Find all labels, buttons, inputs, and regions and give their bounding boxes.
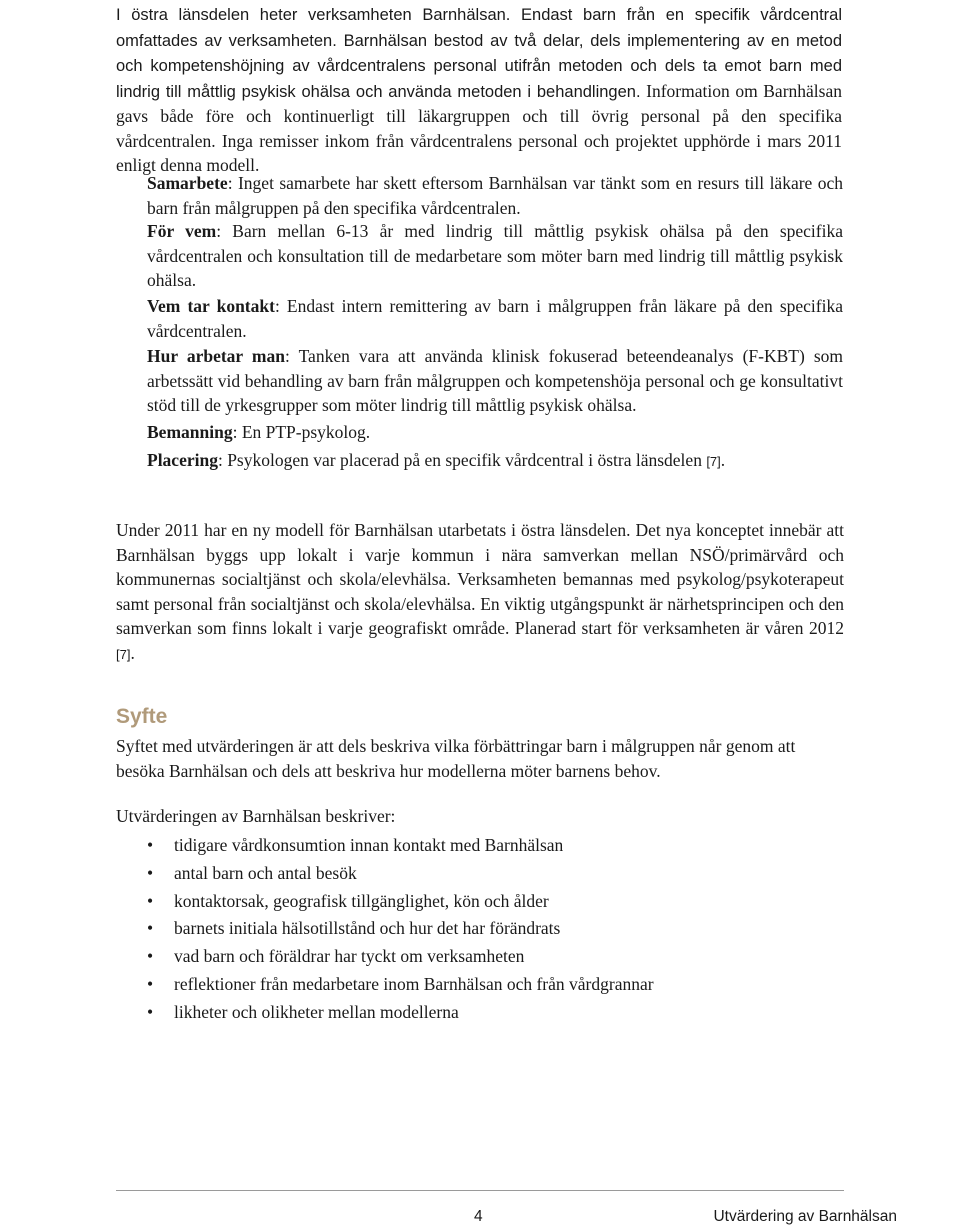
reference-marker: [7] [116,646,131,662]
list-item [147,971,654,999]
bullet-icon: • [147,973,154,994]
list-item-text: kontaktorsak, geografisk tillgänglighet, kön och ålder [174,890,549,911]
list-item [147,943,654,971]
bullet-icon: • [147,890,154,911]
evaluation-list [147,832,654,1027]
bullet-icon: • [147,862,154,883]
syfte-paragraph: Syftet med utvärderingen är att dels beskriva vilka förbättringar barn i målgruppen når genom att besöka Barnhälsan och dels att beskriva hur modellerna möter barnens behov. [116,736,796,781]
detail-tail: . [720,450,726,470]
detail-label: Vem tar kontakt [147,296,275,316]
detail-vem-tar-kontakt [147,294,843,343]
detail-hur-arbetar-man [147,344,843,418]
detail-placering [147,448,843,475]
bullet-icon: • [147,1001,154,1022]
detail-label: Samarbete [147,173,228,193]
list-item [147,915,654,943]
footer-document-title: Utvärdering av Barnhälsan [713,1208,897,1225]
list-item [147,832,654,860]
detail-label: Hur arbetar man [147,346,285,366]
footer-divider [116,1190,844,1191]
list-item-text: vad barn och föräldrar har tyckt om verksamheten [174,946,525,967]
list-item-text: tidigare vårdkonsumtion innan kontakt med Barnhälsan [174,835,564,855]
evaluation-intro: Utvärderingen av Barnhälsan beskriver: [116,806,396,826]
bullet-icon: • [147,918,154,939]
detail-label: Placering [147,450,218,470]
list-item-text: reflektioner från medarbetare inom Barnhälsan och från vårdgrannar [174,973,654,994]
list-item-text: likheter och olikheter mellan modellerna [174,1001,459,1022]
detail-text: : Psykologen var placerad på en specifik vårdcentral i östra länsdelen [217,450,707,470]
model-2011-tail: . [130,642,135,663]
detail-text: : Barn mellan 6-13 år med lindrig till måttlig psykisk ohälsa på den specifika vårdcentralen och konsultation till de medarbetare som möter barn med lindrig till måttlig psykisk ohälsa. [147,221,843,290]
model-2011-text: Under 2011 har en ny modell för Barnhälsan utarbetats i östra länsdelen. Det nya konceptet innebär att Barnhälsan byggs upp lokalt i varje kommun i nära samverkan mellan NSÖ/primärvård och kommunernas socialtjänst och skola/elevhälsa. Verksamheten bemannas med psykolog/psykoterapeut samt personal från socialtjänst och skola/elevhälsa. En viktig utgångspunkt är närhetsprincipen och den samverkan som finns lokalt i varje geografiskt område. Planerad start för verksamheten är våren 2012 [116,520,844,638]
bullet-icon: • [147,946,154,967]
bullet-icon: • [147,835,154,855]
detail-bemanning [147,420,843,445]
detail-text: : Endast intern remittering av barn i målgruppen från läkare på den specifika vårdcentralen. [147,296,843,341]
detail-text: : Tanken vara att använda klinisk fokuserad beteendeanalys (F-KBT) som arbetssätt vid behandling av barn från målgruppen och kompetenshöja personal och ge konsultativt stöd till de yrkesgrupper som möter lindrig till måttlig psykisk ohälsa. [147,346,843,415]
list-item [147,999,654,1027]
reference-marker: [7] [706,454,721,469]
intro-serif-text: Information om Barnhälsan gavs både före och kontinuerligt till läkargruppen och till övrig personal på den specifika vårdcentralen. Inga remisser inkom från vårdcentralens personal och projektet upphörde i mars 2011 enligt denna modell. [116,80,842,175]
list-item [147,860,654,888]
intro-sans-text: I östra länsdelen heter verksamheten Barnhälsan. Endast barn från en specifik vårdcentral omfattades av verksamheten. Barnhälsan bestod av två delar, dels implementering av en metod och kompetenshöjning av vårdcentralens personal utifrån metoden och dels ta emot barn med lindrig till måttlig psykisk ohälsa och använda metoden i behandlingen. [116,6,842,101]
detail-text: : En PTP-psykolog. [232,422,371,442]
section-heading-syfte: Syfte [116,705,168,728]
detail-label: För vem [147,221,217,241]
list-item-text: antal barn och antal besök [174,862,357,883]
detail-text: : Inget samarbete har skett eftersom Barnhälsan var tänkt som en resurs till läkare och barn från målgruppen på den specifika vårdcentralen. [147,173,843,218]
detail-samarbete [147,171,843,220]
list-item-text: barnets initiala hälsotillstånd och hur det har förändrats [174,918,561,939]
model-2011-paragraph [116,518,844,667]
page-number: 4 [474,1208,483,1225]
intro-paragraph [116,2,842,178]
detail-label: Bemanning [147,422,233,442]
list-item [147,888,654,916]
detail-for-vem [147,219,843,293]
